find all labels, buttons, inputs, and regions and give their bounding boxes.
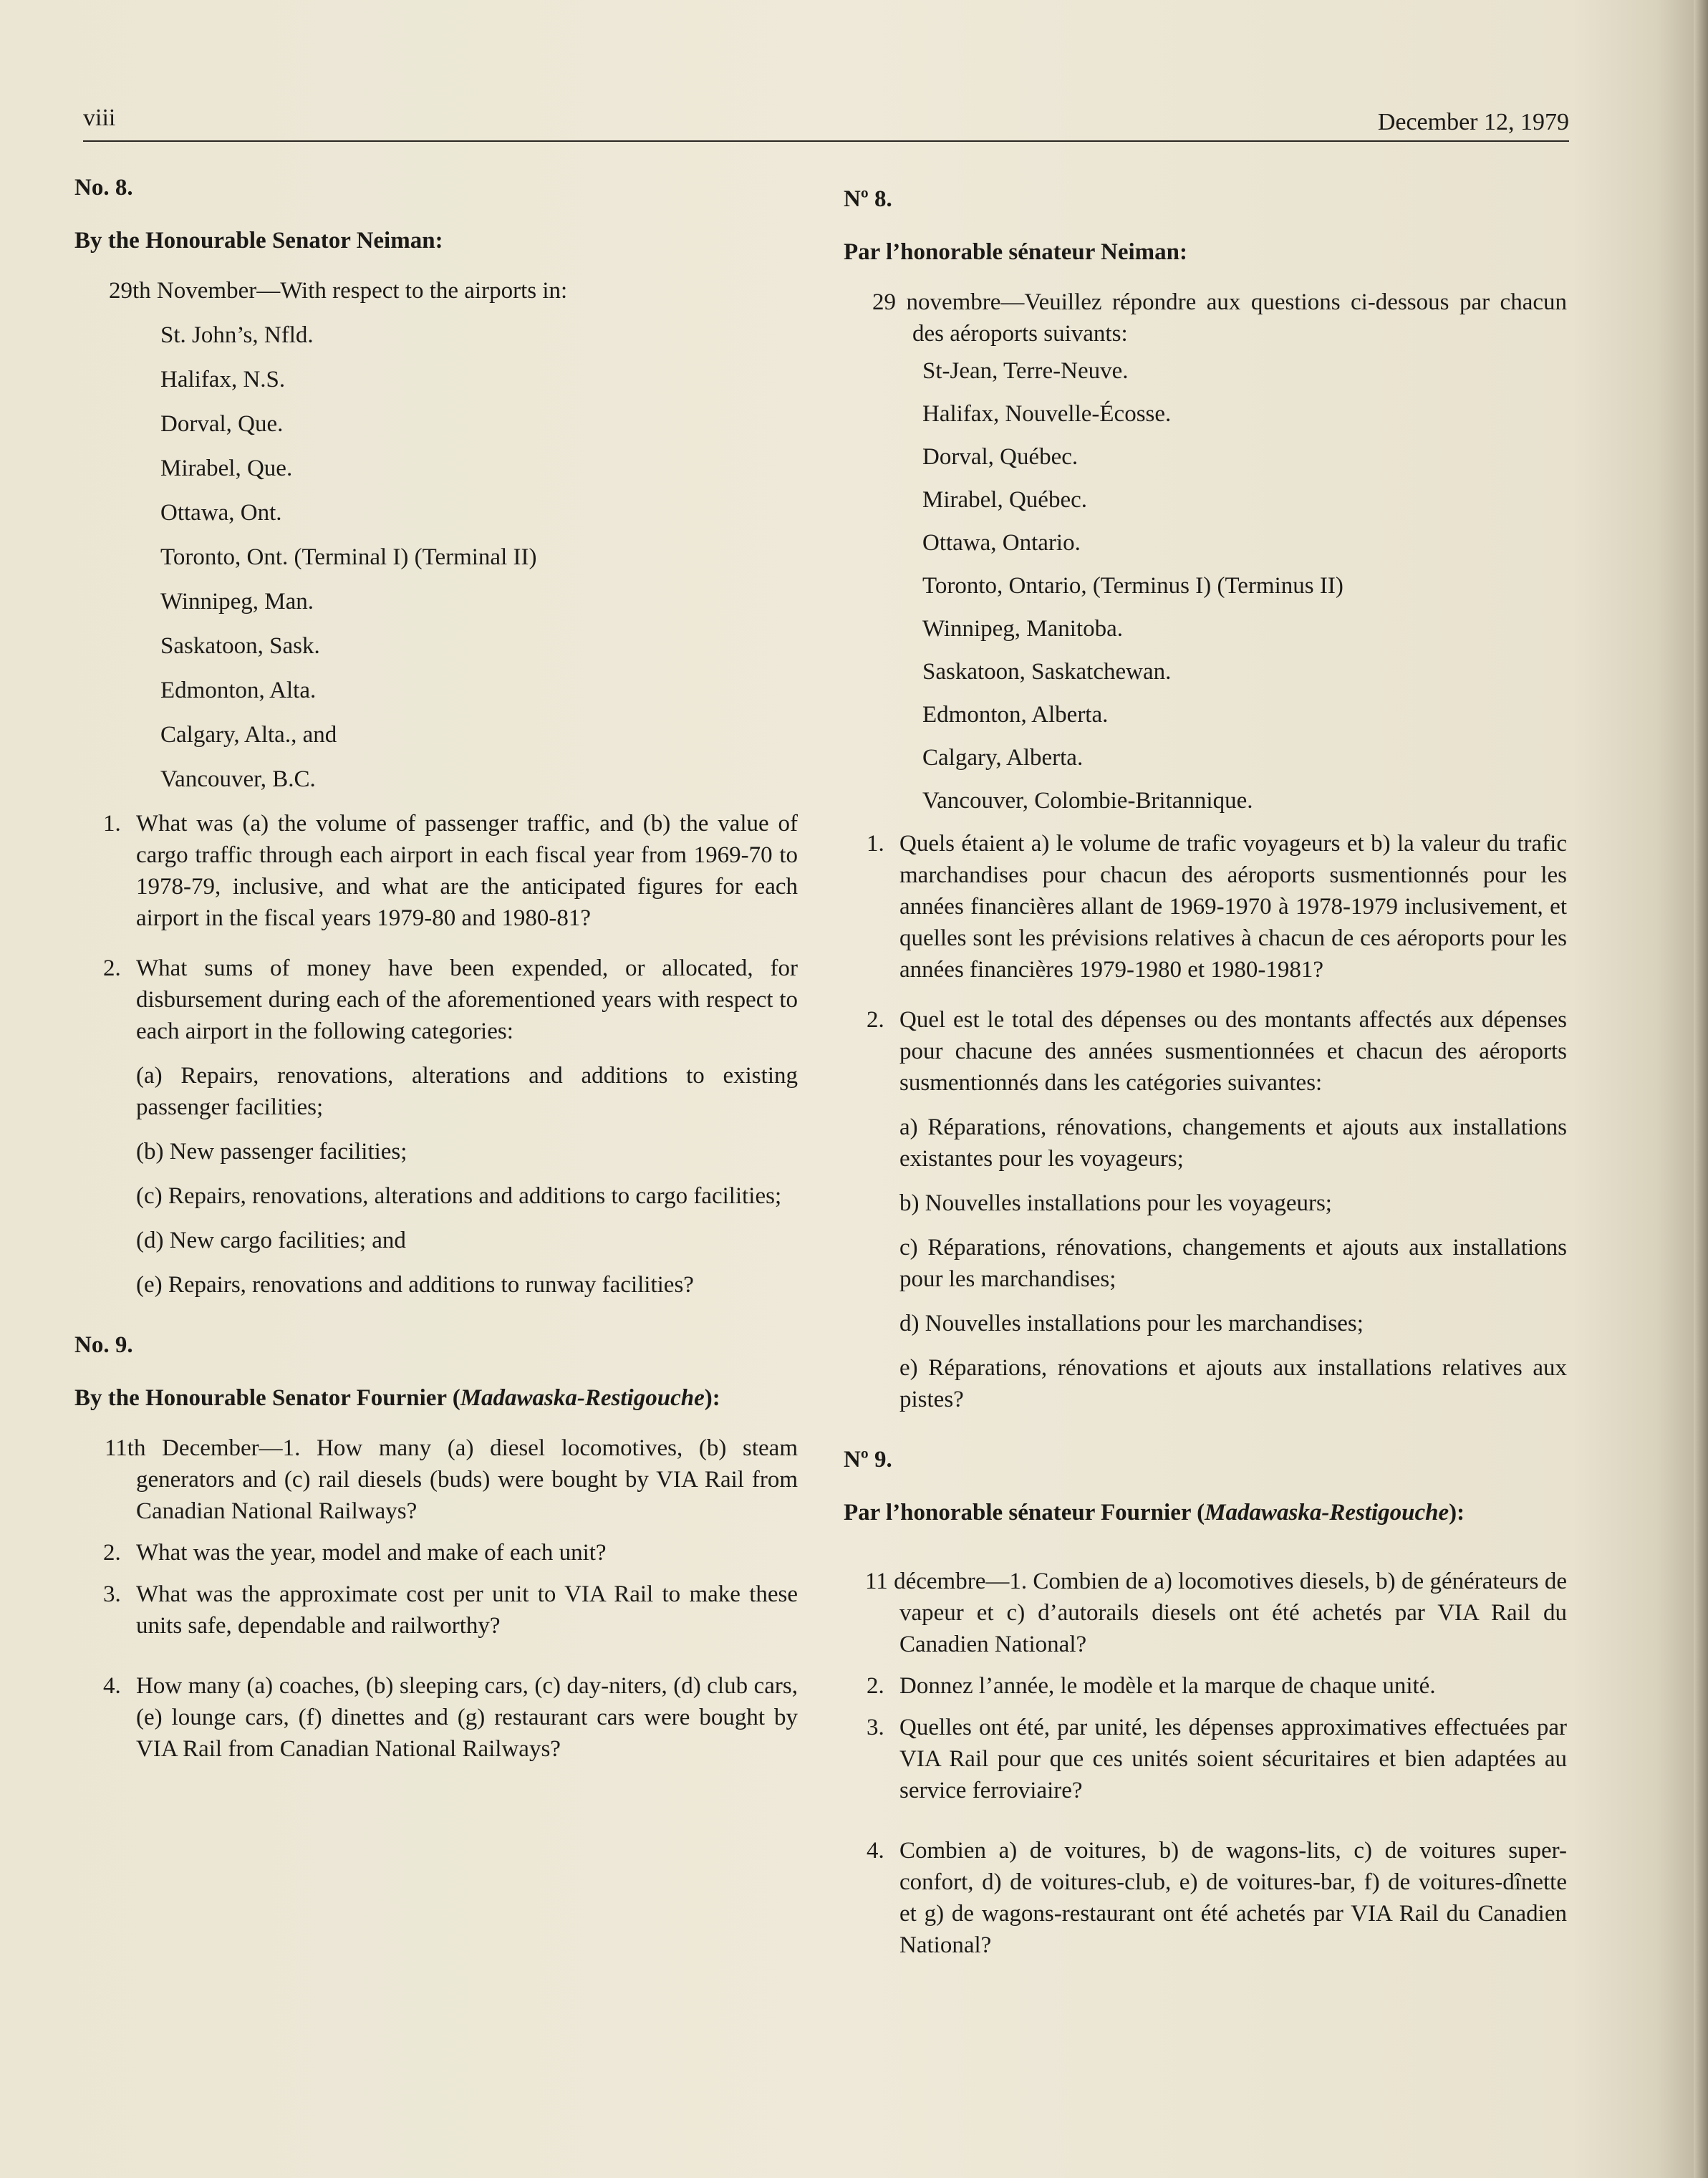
list-item: Halifax, Nouvelle-Écosse. <box>922 401 1172 427</box>
question-9-1-fr: 11 décembre—1. Combien de a) locomotives diesels, b) de générateurs de vapeur et c) d’autorails diesels ont été achetés par VIA Rail du Canadien National? <box>865 1569 1567 1657</box>
list-item: (b) New passenger facilities; <box>136 1139 407 1165</box>
item-number: 4. <box>103 1673 121 1699</box>
item-text: Quel est le total des dépenses ou des montants affectés aux dépenses pour chacune des années susmentionnées et chacun des aéroports susmentionnés dans les catégories suivantes: <box>899 1007 1567 1096</box>
question-9-section-fr <box>844 1444 1567 1961</box>
list-item: a) Réparations, rénovations, changements et ajouts aux installations existantes pour les voyageurs; <box>899 1114 1567 1172</box>
list-item: Ottawa, Ont. <box>160 500 282 526</box>
list-item: Saskatoon, Sask. <box>160 633 320 659</box>
senator-prefix: By the Honourable Senator Fournier ( <box>74 1385 460 1411</box>
question-8-items <box>74 808 798 1301</box>
list-item: Vancouver, Colombie-Britannique. <box>922 788 1253 814</box>
question-9-4 <box>74 1670 798 1765</box>
list-item: Calgary, Alta., and <box>160 722 337 748</box>
list-item: Dorval, Québec. <box>922 444 1079 470</box>
item-text: What sums of money have been expended, or allocated, for disbursement during each of the aforementioned years with respect to each airport in the following categories: <box>136 955 798 1044</box>
list-item: Dorval, Que. <box>160 411 284 437</box>
question-number-9-fr: Nº 9. <box>844 1447 892 1473</box>
senator-fournier-heading-fr <box>844 1497 1567 1528</box>
item-number: 2. <box>103 1540 121 1566</box>
item-text: What was the approximate cost per unit to VIA Rail to make these units safe, dependable and railworthy? <box>136 1581 798 1639</box>
item-number: 1. <box>103 811 121 837</box>
senator-suffix: ): <box>1449 1500 1465 1526</box>
list-item: (a) Repairs, renovations, alterations and additions to existing passenger facilities; <box>136 1063 798 1120</box>
question-number-9: No. 9. <box>74 1332 133 1358</box>
item-text: Quelles ont été, par unité, les dépenses approximatives effectuées par VIA Rail pour que ces unités soient sécuritaires et bien adaptées au service ferroviaire? <box>899 1715 1567 1803</box>
question-9-3-fr <box>844 1712 1567 1806</box>
english-column <box>74 172 798 1775</box>
item-number: 3. <box>103 1581 121 1607</box>
list-item: Edmonton, Alberta. <box>922 702 1109 728</box>
category-list-fr <box>899 1112 1567 1415</box>
question-8-items-fr <box>844 828 1567 1415</box>
item-text: Quels étaient a) le volume de trafic voyageurs et b) la valeur du trafic marchandises pour chacun des aéroports susmentionnés pour les années financières allant de 1969-1970 à 1978-1979 inclusivement, et quelles sont les prévisions relatives à chacun de ces aéroports pour les années financières 1979-1980 et 1980-1981? <box>899 831 1567 983</box>
item-number: 2. <box>867 1007 884 1033</box>
page-number: viii <box>83 105 116 131</box>
item-number: 3. <box>867 1715 884 1740</box>
list-item: Toronto, Ontario, (Terminus I) (Terminus II) <box>922 573 1343 599</box>
list-item: Edmonton, Alta. <box>160 678 317 703</box>
list-item: c) Réparations, rénovations, changements et ajouts aux installations pour les marchandises; <box>899 1235 1567 1292</box>
item-text: What was (a) the volume of passenger traffic, and (b) the value of cargo traffic through each airport in each fiscal year from 1969-70 to 1978-79, inclusive, and what are the anticipated figures for each airport in the fiscal years 1979-80 and 1980-81? <box>136 811 798 931</box>
question-8-2 <box>74 953 798 1301</box>
list-item: Halifax, N.S. <box>160 367 286 392</box>
question-8-1 <box>74 808 798 934</box>
item-text: Donnez l’année, le modèle et la marque de chaque unité. <box>899 1673 1436 1699</box>
item-number: 2. <box>103 955 121 981</box>
item-number: 1. <box>867 831 884 857</box>
list-item: (e) Repairs, renovations and additions to runway facilities? <box>136 1272 694 1298</box>
item-number: 4. <box>867 1838 884 1864</box>
page-date: December 12, 1979 <box>1377 109 1569 135</box>
list-item: Saskatoon, Saskatchewan. <box>922 659 1172 685</box>
senator-riding: Madawaska-Restigouche <box>1205 1500 1449 1526</box>
list-item: b) Nouvelles installations pour les voyageurs; <box>899 1190 1332 1216</box>
category-list <box>136 1060 798 1301</box>
senator-prefix: Par l’honorable sénateur Fournier ( <box>844 1500 1205 1526</box>
senator-riding: Madawaska-Restigouche <box>460 1385 705 1411</box>
list-item: Winnipeg, Manitoba. <box>922 616 1124 642</box>
item-text: Combien a) de voitures, b) de wagons-lits, c) de voitures super-confort, d) de voitures-club, e) de voitures-bar, f) de voitures-dînette et g) de wagons-restaurant ont été achetés par VIA Rail du Canadien National? <box>899 1838 1567 1958</box>
list-item: (d) New cargo facilities; and <box>136 1228 406 1253</box>
question-number-8: No. 8. <box>74 175 133 201</box>
list-item: Toronto, Ont. (Terminal I) (Terminal II) <box>160 544 537 570</box>
page-header <box>83 100 1569 142</box>
airport-list-fr <box>844 355 1567 828</box>
senator-suffix: ): <box>704 1385 720 1411</box>
item-text: How many (a) coaches, (b) sleeping cars, (c) day-niters, (d) club cars, (e) lounge cars, (f) dinettes and (g) restaurant cars were bought by VIA Rail from Canadian National Railways? <box>136 1673 798 1762</box>
list-item: Vancouver, B.C. <box>160 766 316 792</box>
list-item: e) Réparations, rénovations et ajouts aux installations relatives aux pistes? <box>899 1355 1567 1412</box>
question-8-2-fr <box>844 1004 1567 1415</box>
question-number-8-fr: Nº 8. <box>844 186 892 212</box>
item-text: What was the year, model and make of each unit? <box>136 1540 607 1566</box>
list-item: Ottawa, Ontario. <box>922 530 1081 556</box>
question-9-1: 11th December—1. How many (a) diesel locomotives, (b) steam generators and (c) rail diesels (buds) were bought by VIA Rail from Canadian National Railways? <box>105 1435 798 1524</box>
senator-fournier-heading <box>74 1382 798 1414</box>
list-item: Mirabel, Que. <box>160 456 293 481</box>
list-item: (c) Repairs, renovations, alterations and additions to cargo facilities; <box>136 1183 782 1209</box>
senator-neiman-heading: By the Honourable Senator Neiman: <box>74 228 443 254</box>
question-9-2 <box>74 1537 798 1569</box>
french-column <box>844 172 1567 1971</box>
question-9-section <box>74 1329 798 1765</box>
item-number: 2. <box>867 1673 884 1699</box>
question-9-3 <box>74 1579 798 1642</box>
list-item: St. John’s, Nfld. <box>160 322 314 348</box>
page-edge <box>1694 0 1708 2178</box>
list-item: d) Nouvelles installations pour les marchandises; <box>899 1311 1364 1336</box>
list-item: St-Jean, Terre-Neuve. <box>922 358 1129 384</box>
question-8-intro: 29th November—With respect to the airports in: <box>109 278 568 304</box>
airport-list <box>74 319 798 808</box>
list-item: Calgary, Alberta. <box>922 745 1084 771</box>
list-item: Winnipeg, Man. <box>160 589 314 615</box>
question-9-4-fr <box>844 1835 1567 1961</box>
question-8-intro-fr: 29 novembre—Veuillez répondre aux questions ci-dessous par chacun des aéroports suivants: <box>872 289 1567 347</box>
question-9-2-fr <box>844 1670 1567 1702</box>
question-8-1-fr <box>844 828 1567 986</box>
list-item: Mirabel, Québec. <box>922 487 1087 513</box>
senator-neiman-heading-fr: Par l’honorable sénateur Neiman: <box>844 239 1187 265</box>
